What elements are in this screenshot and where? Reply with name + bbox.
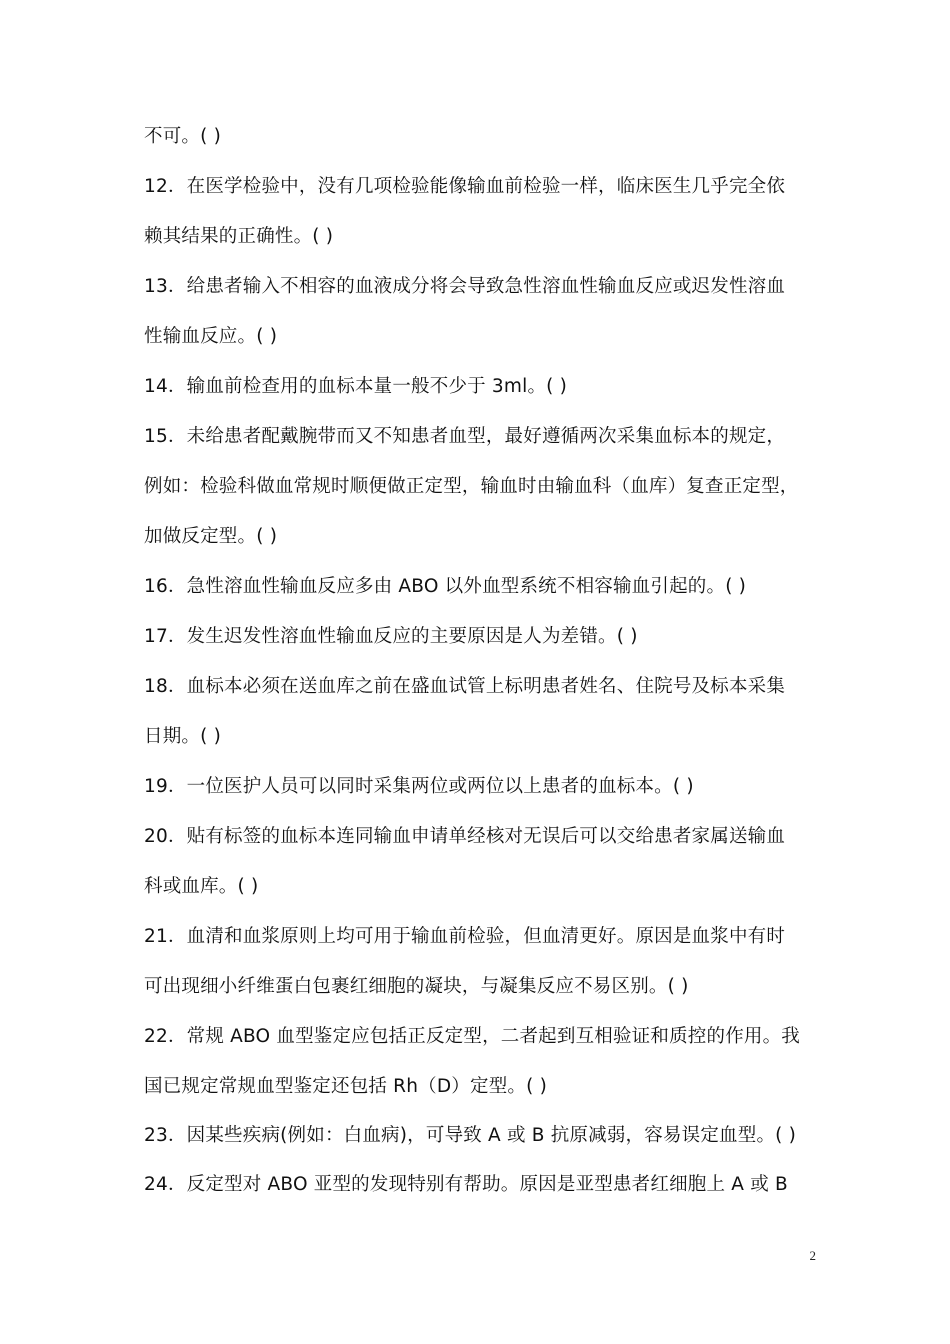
text-line: 14．输血前检查用的血标本量一般不少于 3ml。( ) [144, 376, 568, 397]
text-line: 12．在医学检验中，没有几项检验能像输血前检验一样，临床医生几乎完全依 [144, 176, 786, 197]
text-line: 加做反定型。( ) [144, 526, 278, 547]
text-line: 不可。( ) [144, 126, 222, 147]
page-number: 2 [809, 1248, 816, 1263]
text-line: 15．未给患者配戴腕带而又不知患者血型，最好遵循两次采集血标本的规定， [144, 426, 786, 447]
text-line: 24．反定型对 ABO 亚型的发现特别有帮助。原因是亚型患者红细胞上 A 或 B [144, 1174, 788, 1195]
page-body [144, 112, 834, 1210]
text-line: 赖其结果的正确性。( ) [144, 226, 334, 247]
text-line: 21．血清和血浆原则上均可用于输血前检验，但血清更好。原因是血浆中有时 [144, 926, 786, 947]
text-line: 例如：检验科做血常规时顺便做正定型，输血时由输血科（血库）复查正定型， [144, 476, 799, 497]
text-line: 22．常规 ABO 血型鉴定应包括正反定型，二者起到互相验证和质控的作用。我 [144, 1026, 800, 1047]
text-line: 13．给患者输入不相容的血液成分将会导致急性溶血性输血反应或迟发性溶血 [144, 276, 786, 297]
text-line: 20．贴有标签的血标本连同输血申请单经核对无误后可以交给患者家属送输血 [144, 826, 786, 847]
text-line: 23．因某些疾病(例如：白血病)，可导致 A 或 B 抗原减弱，容易误定血型。( ) [144, 1125, 797, 1146]
text-line: 16．急性溶血性输血反应多由 ABO 以外血型系统不相容输血引起的。( ) [144, 576, 747, 597]
text-line: 国已规定常规血型鉴定还包括 Rh（D）定型。( ) [144, 1076, 548, 1097]
text-line: 日期。( ) [144, 726, 222, 747]
text-line: 17．发生迟发性溶血性输血反应的主要原因是人为差错。( ) [144, 626, 638, 647]
text-line: 性输血反应。( ) [144, 326, 278, 347]
text-line: 可出现细小纤维蛋白包裹红细胞的凝块，与凝集反应不易区别。( ) [144, 976, 689, 997]
text-line: 19．一位医护人员可以同时采集两位或两位以上患者的血标本。( ) [144, 776, 694, 797]
text-line: 科或血库。( ) [144, 876, 259, 897]
text-line: 18．血标本必须在送血库之前在盛血试管上标明患者姓名、住院号及标本采集 [144, 676, 786, 697]
